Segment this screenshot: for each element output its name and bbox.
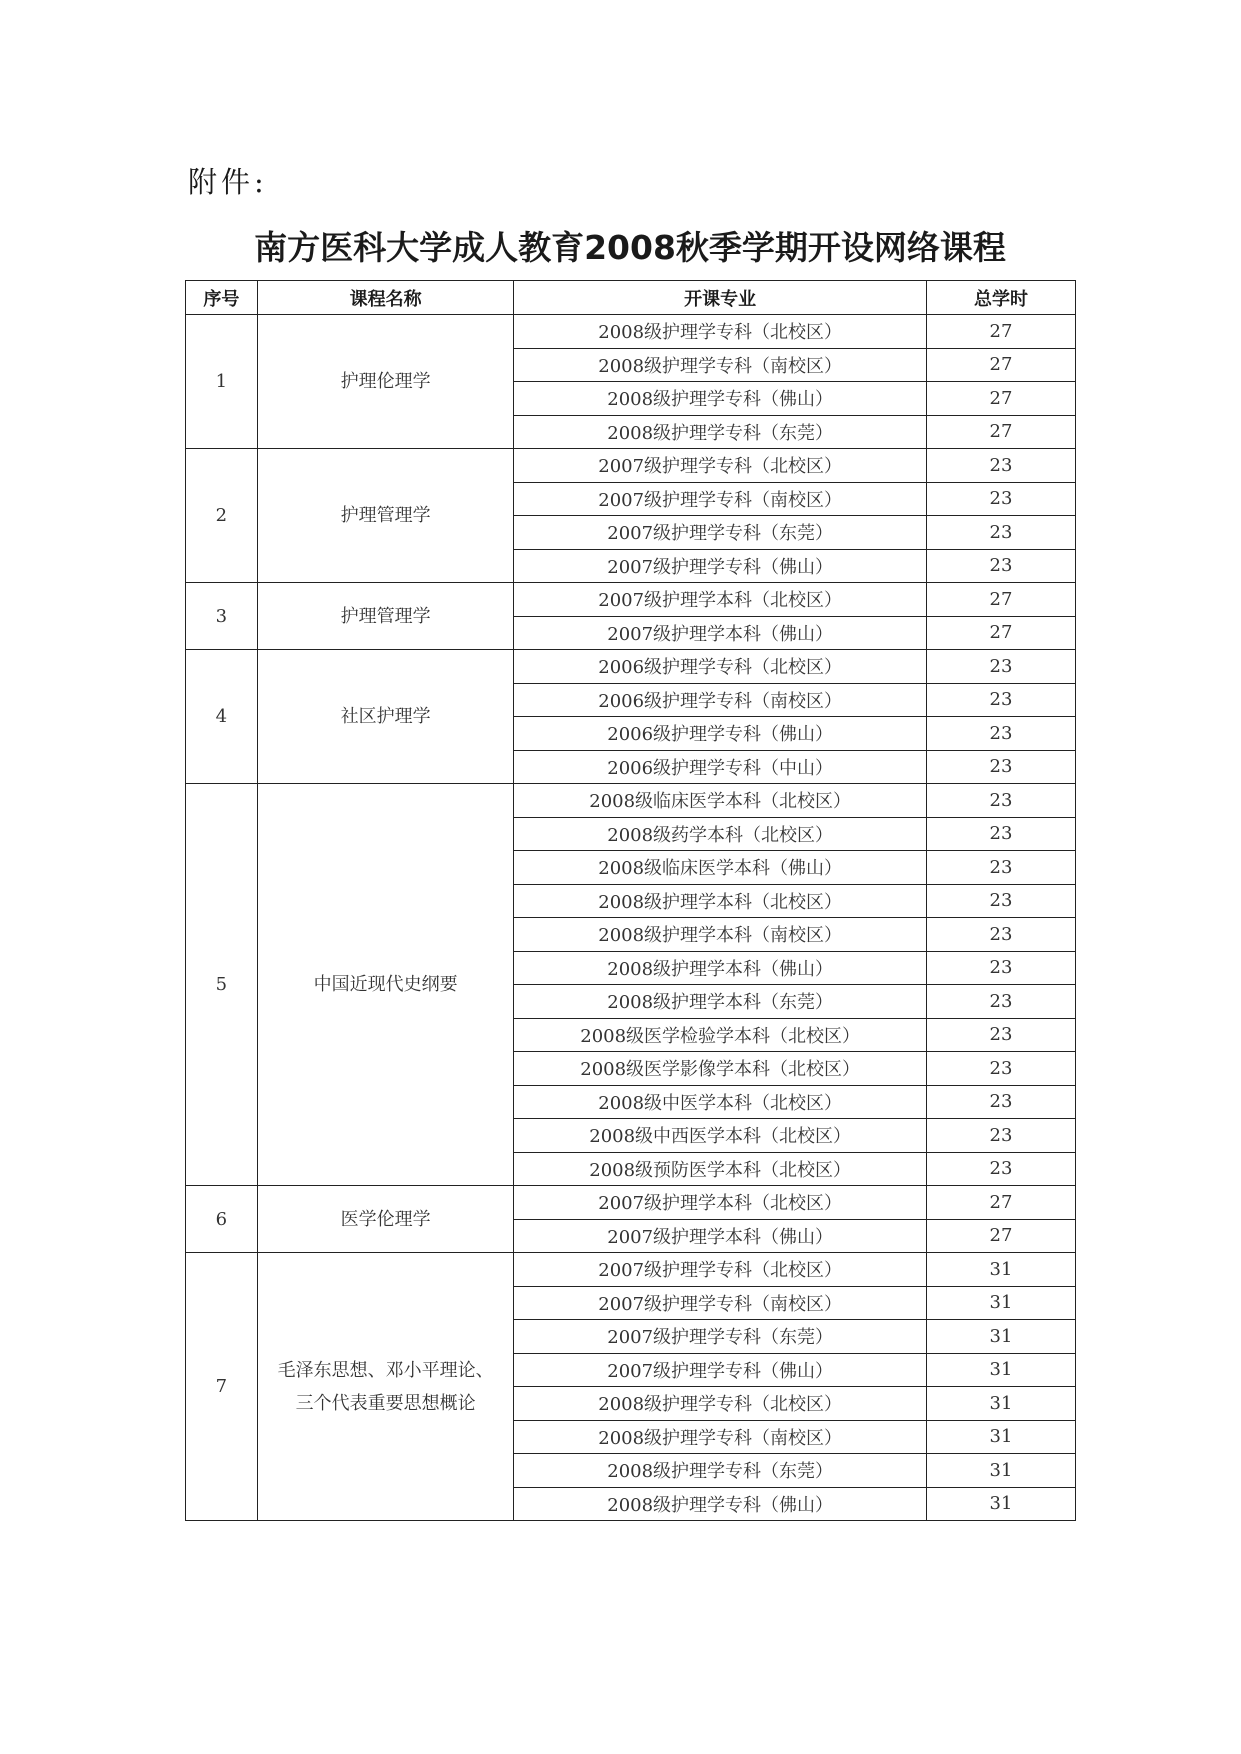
course-name-text: 中国近现代史纲要 — [313, 974, 458, 995]
table-row — [186, 449, 1076, 483]
major-cell: 2007级护理学专科（佛山） — [514, 549, 926, 583]
table-row — [186, 1253, 1076, 1287]
course-name-cell — [257, 449, 514, 583]
major-cell: 2008级护理学本科（东莞） — [514, 985, 926, 1019]
hours-cell: 31 — [926, 1387, 1075, 1421]
table-header-row — [186, 281, 1076, 315]
course-seq-cell: 5 — [186, 784, 258, 1186]
hours-cell: 27 — [926, 583, 1075, 617]
hours-cell: 23 — [926, 784, 1075, 818]
course-name-cell — [257, 1253, 514, 1521]
major-cell: 2006级护理学专科（中山） — [514, 750, 926, 784]
hours-cell: 27 — [926, 1219, 1075, 1253]
hours-cell: 23 — [926, 482, 1075, 516]
major-cell: 2007级护理学本科（北校区） — [514, 1186, 926, 1220]
major-cell: 2007级护理学专科（南校区） — [514, 482, 926, 516]
attachment-label: 附件: — [188, 165, 268, 199]
hours-cell: 31 — [926, 1454, 1075, 1488]
major-cell: 2007级护理学本科（佛山） — [514, 616, 926, 650]
major-cell: 2007级护理学专科（南校区） — [514, 1286, 926, 1320]
course-name-text: 护理伦理学 — [340, 371, 431, 392]
major-cell: 2006级护理学专科（佛山） — [514, 717, 926, 751]
major-cell: 2008级护理学专科（佛山） — [514, 382, 926, 416]
major-cell: 2008级护理学本科（北校区） — [514, 884, 926, 918]
header-seq: 序号 — [186, 281, 258, 315]
hours-cell: 23 — [926, 884, 1075, 918]
header-major: 开课专业 — [514, 281, 926, 315]
major-cell: 2006级护理学专科（北校区） — [514, 650, 926, 684]
course-seq-cell: 7 — [186, 1253, 258, 1521]
course-seq-cell: 1 — [186, 315, 258, 449]
header-total-hours: 总学时 — [926, 281, 1075, 315]
hours-cell: 27 — [926, 315, 1075, 349]
hours-cell: 27 — [926, 1186, 1075, 1220]
major-cell: 2007级护理学专科（佛山） — [514, 1353, 926, 1387]
major-cell: 2008级医学检验学本科（北校区） — [514, 1018, 926, 1052]
hours-cell: 23 — [926, 851, 1075, 885]
course-seq-cell: 2 — [186, 449, 258, 583]
major-cell: 2008级护理学本科（南校区） — [514, 918, 926, 952]
hours-cell: 23 — [926, 449, 1075, 483]
course-name-cell — [257, 784, 514, 1186]
hours-cell: 23 — [926, 650, 1075, 684]
course-table-body — [186, 315, 1076, 1521]
course-name-cell — [257, 650, 514, 784]
table-row — [186, 784, 1076, 818]
course-seq-cell: 4 — [186, 650, 258, 784]
hours-cell: 23 — [926, 1018, 1075, 1052]
major-cell: 2008级医学影像学本科（北校区） — [514, 1052, 926, 1086]
hours-cell: 23 — [926, 918, 1075, 952]
hours-cell: 31 — [926, 1253, 1075, 1287]
hours-cell: 23 — [926, 817, 1075, 851]
major-cell: 2008级护理学本科（佛山） — [514, 951, 926, 985]
major-cell: 2007级护理学专科（北校区） — [514, 449, 926, 483]
major-cell: 2007级护理学专科（北校区） — [514, 1253, 926, 1287]
hours-cell: 23 — [926, 549, 1075, 583]
header-course-name: 课程名称 — [257, 281, 514, 315]
course-name-text: 护理管理学 — [340, 505, 431, 526]
major-cell: 2007级护理学本科（北校区） — [514, 583, 926, 617]
major-cell: 2008级临床医学本科（佛山） — [514, 851, 926, 885]
hours-cell: 23 — [926, 985, 1075, 1019]
hours-cell: 31 — [926, 1320, 1075, 1354]
hours-cell: 23 — [926, 683, 1075, 717]
major-cell: 2007级护理学专科（东莞） — [514, 1320, 926, 1354]
course-name-text: 社区护理学 — [340, 706, 431, 727]
hours-cell: 23 — [926, 1052, 1075, 1086]
hours-cell: 31 — [926, 1353, 1075, 1387]
document-title: 南方医科大学成人教育2008秋季学期开设网络课程 — [254, 228, 1006, 267]
hours-cell: 23 — [926, 516, 1075, 550]
hours-cell: 23 — [926, 717, 1075, 751]
major-cell: 2008级预防医学本科（北校区） — [514, 1152, 926, 1186]
hours-cell: 23 — [926, 1119, 1075, 1153]
major-cell: 2008级护理学专科（东莞） — [514, 1454, 926, 1488]
hours-cell: 27 — [926, 415, 1075, 449]
major-cell: 2008级中西医学本科（北校区） — [514, 1119, 926, 1153]
course-name-text: 护理管理学 — [340, 605, 431, 627]
hours-cell: 27 — [926, 382, 1075, 416]
hours-cell: 23 — [926, 1152, 1075, 1186]
table-row — [186, 583, 1076, 617]
course-name-cell — [257, 1186, 514, 1253]
major-cell: 2008级护理学专科（北校区） — [514, 1387, 926, 1421]
major-cell: 2008级护理学专科（北校区） — [514, 315, 926, 349]
course-name-cell — [257, 583, 514, 650]
major-cell: 2008级护理学专科（东莞） — [514, 415, 926, 449]
hours-cell: 27 — [926, 616, 1075, 650]
course-name-text: 医学伦理学 — [340, 1208, 431, 1230]
course-name-text: 毛泽东思想、邓小平理论、 三个代表重要思想概论 — [277, 1359, 494, 1414]
hours-cell: 31 — [926, 1487, 1075, 1521]
hours-cell: 23 — [926, 750, 1075, 784]
hours-cell: 31 — [926, 1420, 1075, 1454]
hours-cell: 27 — [926, 348, 1075, 382]
table-row — [186, 650, 1076, 684]
hours-cell: 23 — [926, 1085, 1075, 1119]
major-cell: 2006级护理学专科（南校区） — [514, 683, 926, 717]
major-cell: 2008级护理学专科（佛山） — [514, 1487, 926, 1521]
table-row — [186, 315, 1076, 349]
course-name-cell — [257, 315, 514, 449]
course-table — [185, 280, 1076, 1521]
major-cell: 2008级药学本科（北校区） — [514, 817, 926, 851]
major-cell: 2007级护理学专科（东莞） — [514, 516, 926, 550]
hours-cell: 31 — [926, 1286, 1075, 1320]
major-cell: 2007级护理学本科（佛山） — [514, 1219, 926, 1253]
major-cell: 2008级护理学专科（南校区） — [514, 348, 926, 382]
major-cell: 2008级临床医学本科（北校区） — [514, 784, 926, 818]
table-row — [186, 1186, 1076, 1220]
hours-cell: 23 — [926, 951, 1075, 985]
major-cell: 2008级中医学本科（北校区） — [514, 1085, 926, 1119]
course-seq-cell: 3 — [186, 583, 258, 650]
major-cell: 2008级护理学专科（南校区） — [514, 1420, 926, 1454]
course-seq-cell: 6 — [186, 1186, 258, 1253]
